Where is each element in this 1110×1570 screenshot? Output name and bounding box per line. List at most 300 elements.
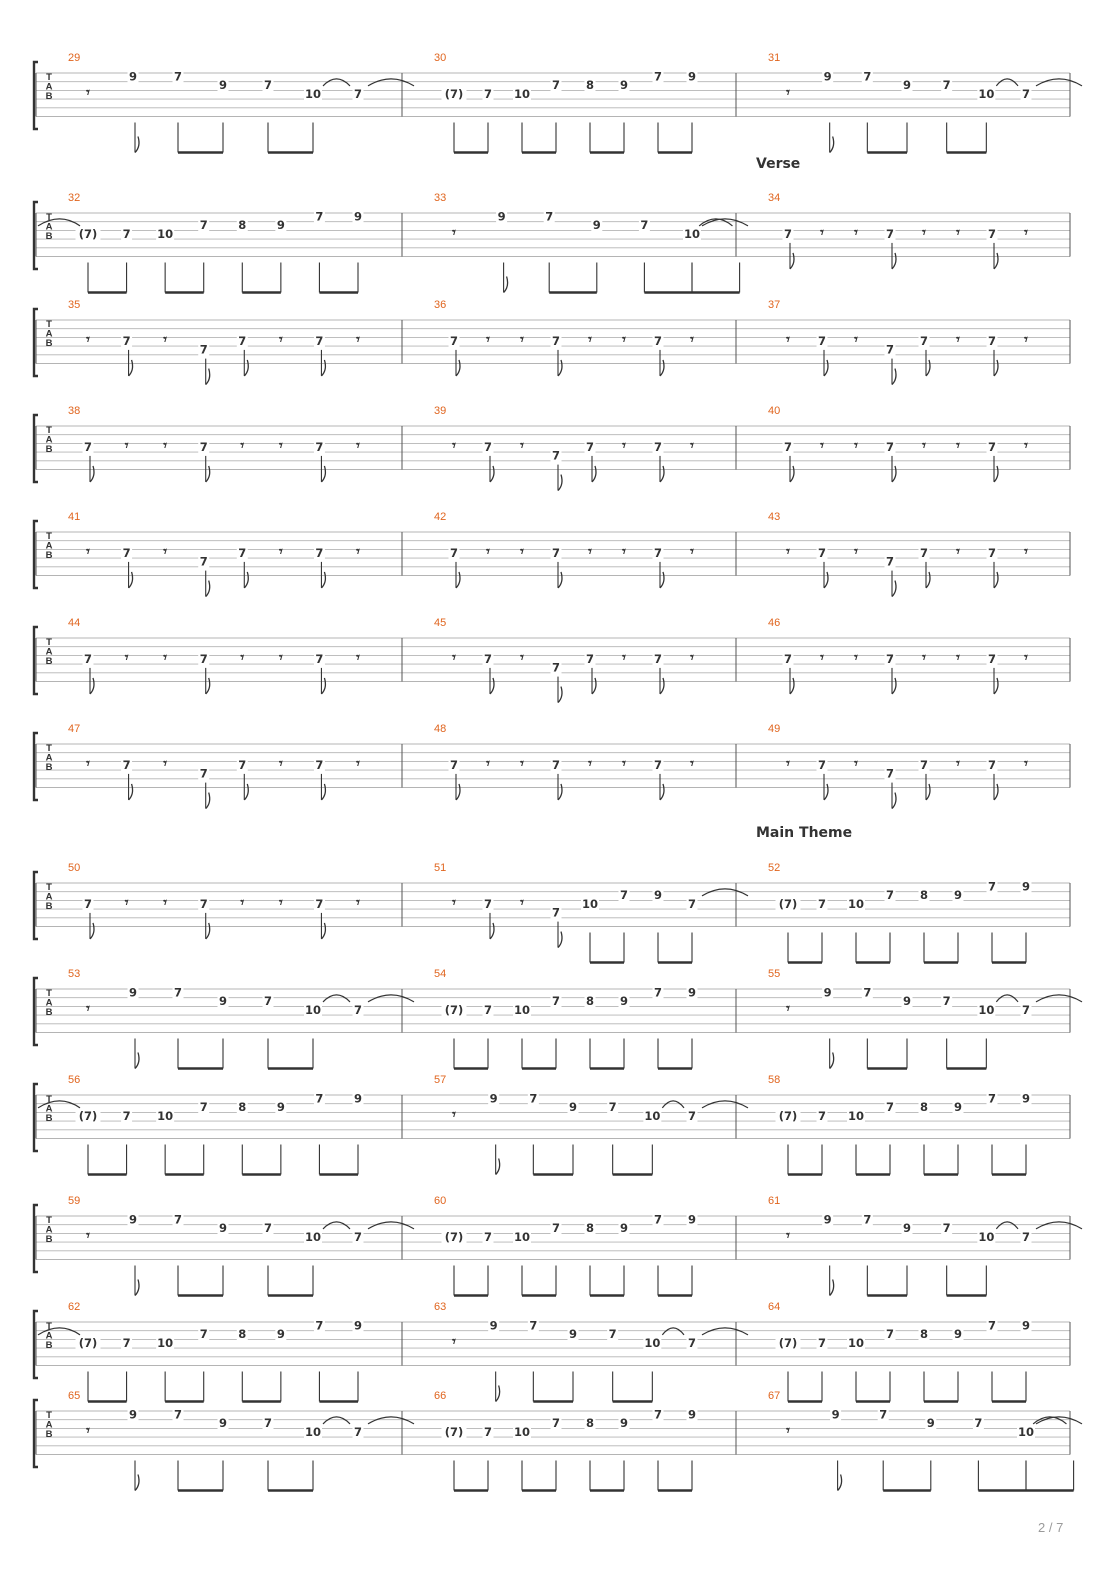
fret-number: 7 bbox=[551, 545, 561, 560]
note-flag bbox=[660, 466, 664, 482]
fret-number: 7 bbox=[653, 1407, 663, 1422]
measure-number: 42 bbox=[434, 511, 447, 523]
eighth-rest: 𝄾 bbox=[786, 1001, 790, 1017]
fret-number: 8 bbox=[585, 1221, 595, 1236]
eighth-rest: 𝄾 bbox=[588, 756, 592, 772]
fret-number: 8 bbox=[585, 994, 595, 1009]
fret-number: 7 bbox=[1021, 1229, 1031, 1244]
fret-number: 7 bbox=[863, 1212, 872, 1227]
fret-number: 7 bbox=[987, 879, 997, 894]
fret-number: 10 bbox=[581, 896, 599, 911]
eighth-rest: 𝄾 bbox=[278, 650, 283, 666]
measure-number: 44 bbox=[68, 617, 81, 629]
note-flag bbox=[926, 572, 930, 588]
fret-number: 7 bbox=[353, 1424, 363, 1439]
fret-number: 9 bbox=[353, 1318, 363, 1333]
note-flag bbox=[490, 466, 494, 482]
fret-number: 7 bbox=[122, 545, 131, 560]
fret-number: 7 bbox=[885, 651, 895, 666]
measure bbox=[68, 1195, 414, 1296]
eighth-rest: 𝄾 bbox=[356, 756, 360, 772]
fret-number: 10 bbox=[157, 1108, 174, 1123]
measure bbox=[768, 1074, 1032, 1175]
measure bbox=[68, 1390, 414, 1491]
fret-number: 9 bbox=[218, 78, 228, 93]
note-flag bbox=[129, 784, 133, 800]
fret-number: 9 bbox=[1021, 1091, 1031, 1106]
fret-number: 7 bbox=[885, 888, 895, 903]
fret-number: 7 bbox=[173, 985, 183, 1000]
measure bbox=[768, 968, 1082, 1069]
fret-number: 7 bbox=[551, 333, 561, 348]
eighth-rest: 𝄾 bbox=[820, 225, 824, 241]
tab-clef-letter: B bbox=[45, 901, 53, 913]
eighth-rest: 𝄾 bbox=[1024, 544, 1028, 560]
fret-number: 9 bbox=[218, 994, 228, 1009]
eighth-rest: 𝄾 bbox=[690, 756, 694, 772]
tab-clef-letter: T bbox=[46, 988, 52, 999]
tab-clef-letter: B bbox=[45, 1429, 53, 1441]
fret-number: 7 bbox=[817, 545, 827, 560]
measure-number: 67 bbox=[768, 1390, 781, 1402]
note-flag bbox=[824, 360, 828, 376]
tie bbox=[368, 1417, 414, 1424]
fret-number: 9 bbox=[823, 985, 832, 1000]
tab-system bbox=[34, 617, 1070, 703]
tie bbox=[323, 1417, 350, 1424]
fret-number: 7 bbox=[885, 342, 895, 357]
section-label: Main Theme bbox=[756, 825, 853, 841]
fret-number: 7 bbox=[919, 757, 929, 772]
eighth-rest: 𝄾 bbox=[124, 438, 129, 454]
measure bbox=[434, 862, 748, 963]
tab-clef-letter: B bbox=[45, 656, 53, 668]
fret-number: 7 bbox=[942, 994, 951, 1009]
tie bbox=[38, 1101, 80, 1108]
measure-number: 48 bbox=[434, 723, 447, 735]
tie bbox=[323, 79, 350, 86]
tab-system bbox=[34, 156, 1070, 293]
fret-number: 7 bbox=[449, 757, 459, 772]
fret-number: 10 bbox=[683, 226, 701, 241]
measure-number: 35 bbox=[68, 299, 81, 311]
fret-number: 9 bbox=[687, 985, 697, 1000]
fret-number: 7 bbox=[687, 896, 697, 911]
fret-number: 7 bbox=[687, 1335, 697, 1350]
tab-system bbox=[34, 299, 1070, 385]
note-flag bbox=[321, 678, 325, 694]
fret-number: 7 bbox=[199, 1100, 208, 1115]
note-flag bbox=[926, 360, 930, 376]
tie bbox=[368, 1222, 414, 1229]
fret-number: 9 bbox=[1021, 1318, 1031, 1333]
eighth-rest: 𝄾 bbox=[1024, 650, 1028, 666]
tie bbox=[323, 1222, 350, 1229]
note-flag bbox=[244, 360, 248, 376]
note-flag bbox=[824, 572, 828, 588]
eighth-rest: 𝄾 bbox=[356, 332, 360, 348]
tie bbox=[996, 79, 1018, 86]
measure-number: 47 bbox=[68, 723, 81, 735]
note-flag bbox=[206, 923, 210, 939]
eighth-rest: 𝄾 bbox=[854, 225, 858, 241]
fret-number: (7) bbox=[778, 896, 798, 911]
eighth-rest: 𝄾 bbox=[820, 438, 824, 454]
eighth-rest: 𝄾 bbox=[520, 650, 524, 666]
fret-number: 8 bbox=[238, 1327, 247, 1342]
tie bbox=[996, 995, 1018, 1002]
fret-number: 8 bbox=[238, 218, 247, 233]
fret-number: 7 bbox=[483, 86, 493, 101]
note-flag bbox=[135, 1475, 139, 1491]
eighth-rest: 𝄾 bbox=[486, 332, 490, 348]
eighth-rest: 𝄾 bbox=[1024, 438, 1028, 454]
note-flag bbox=[790, 466, 794, 482]
fret-number: 7 bbox=[551, 757, 561, 772]
measure-number: 54 bbox=[434, 968, 447, 980]
eighth-rest: 𝄾 bbox=[356, 544, 360, 560]
fret-number: 7 bbox=[987, 757, 997, 772]
tab-clef-letter: B bbox=[45, 91, 53, 103]
fret-number: 7 bbox=[122, 757, 131, 772]
note-flag bbox=[926, 784, 930, 800]
tab-system bbox=[34, 825, 1070, 963]
fret-number: 7 bbox=[529, 1091, 538, 1106]
measure-number: 49 bbox=[768, 723, 781, 735]
fret-number: 7 bbox=[315, 896, 324, 911]
note-flag bbox=[592, 678, 596, 694]
tab-clef-letter: A bbox=[45, 1330, 53, 1342]
measure-number: 36 bbox=[434, 299, 447, 311]
eighth-rest: 𝄾 bbox=[452, 1334, 456, 1350]
note-flag bbox=[592, 466, 596, 482]
eighth-rest: 𝄾 bbox=[278, 438, 283, 454]
note-flag bbox=[496, 1159, 500, 1175]
fret-number: 9 bbox=[276, 218, 285, 233]
fret-number: 7 bbox=[449, 545, 459, 560]
fret-number: 7 bbox=[199, 554, 208, 569]
fret-number: 10 bbox=[304, 86, 322, 101]
fret-number: 7 bbox=[885, 1327, 895, 1342]
note-flag bbox=[994, 360, 998, 376]
fret-number: 9 bbox=[926, 1416, 935, 1431]
measure-number: 59 bbox=[68, 1195, 81, 1207]
fret-number: 9 bbox=[128, 1407, 138, 1422]
eighth-rest: 𝄾 bbox=[1024, 756, 1028, 772]
eighth-rest: 𝄾 bbox=[86, 1423, 90, 1439]
fret-number: 9 bbox=[353, 1091, 363, 1106]
eighth-rest: 𝄾 bbox=[356, 895, 360, 911]
measure bbox=[38, 1301, 364, 1402]
fret-number: 7 bbox=[483, 651, 493, 666]
note-flag bbox=[321, 360, 325, 376]
tab-clef-letter: B bbox=[45, 762, 53, 774]
fret-number: 7 bbox=[551, 1221, 561, 1236]
eighth-rest: 𝄾 bbox=[86, 544, 90, 560]
fret-number: 7 bbox=[942, 78, 951, 93]
fret-number: 7 bbox=[263, 994, 273, 1009]
fret-number: 9 bbox=[489, 1091, 498, 1106]
tab-clef-letter: B bbox=[45, 1007, 53, 1019]
fret-number: 7 bbox=[885, 439, 895, 454]
fret-number: 7 bbox=[863, 985, 872, 1000]
tie bbox=[662, 1101, 684, 1108]
measure-number: 40 bbox=[768, 405, 781, 417]
eighth-rest: 𝄾 bbox=[854, 756, 858, 772]
note-flag bbox=[135, 1053, 139, 1069]
tab-clef-letter: A bbox=[45, 997, 53, 1009]
note-flag bbox=[660, 784, 664, 800]
note-flag bbox=[994, 572, 998, 588]
tab-clef-letter: T bbox=[46, 1094, 52, 1105]
fret-number: 7 bbox=[551, 660, 561, 675]
tab-clef-letter: A bbox=[45, 328, 53, 340]
eighth-rest: 𝄾 bbox=[520, 438, 524, 454]
eighth-rest: 𝄾 bbox=[86, 85, 90, 101]
eighth-rest: 𝄾 bbox=[956, 225, 960, 241]
fret-number: 9 bbox=[619, 994, 629, 1009]
fret-number: (7) bbox=[78, 1335, 98, 1350]
measure-number: 45 bbox=[434, 617, 447, 629]
fret-number: 7 bbox=[863, 69, 872, 84]
fret-number: (7) bbox=[78, 1108, 98, 1123]
fret-number: 7 bbox=[199, 651, 208, 666]
eighth-rest: 𝄾 bbox=[278, 544, 283, 560]
fret-number: (7) bbox=[444, 1229, 464, 1244]
fret-number: 7 bbox=[1021, 86, 1031, 101]
eighth-rest: 𝄾 bbox=[452, 225, 456, 241]
measure bbox=[434, 1390, 698, 1491]
note-flag bbox=[892, 793, 896, 809]
fret-number: 7 bbox=[885, 554, 895, 569]
note-flag bbox=[892, 678, 896, 694]
fret-number: 7 bbox=[987, 545, 997, 560]
eighth-rest: 𝄾 bbox=[452, 438, 456, 454]
fret-number: 9 bbox=[568, 1327, 578, 1342]
tie bbox=[38, 1328, 80, 1335]
measure bbox=[68, 511, 360, 597]
note-flag bbox=[790, 253, 794, 269]
measure bbox=[768, 52, 1082, 153]
eighth-rest: 𝄾 bbox=[163, 756, 168, 772]
fret-number: 10 bbox=[157, 1335, 174, 1350]
note-flag bbox=[206, 678, 210, 694]
eighth-rest: 𝄾 bbox=[520, 332, 524, 348]
tab-clef-letter: B bbox=[45, 338, 53, 350]
tab-clef-letter: B bbox=[45, 1113, 53, 1125]
note-flag bbox=[558, 932, 562, 948]
eighth-rest: 𝄾 bbox=[520, 895, 524, 911]
note-flag bbox=[558, 360, 562, 376]
fret-number: 7 bbox=[585, 651, 595, 666]
tie bbox=[368, 995, 414, 1002]
note-flag bbox=[830, 137, 834, 153]
measure bbox=[434, 1074, 748, 1175]
fret-number: 7 bbox=[640, 218, 649, 233]
tab-clef-letter: A bbox=[45, 1224, 53, 1236]
eighth-rest: 𝄾 bbox=[163, 544, 168, 560]
tab-clef-letter: T bbox=[46, 425, 52, 436]
measure-number: 43 bbox=[768, 511, 781, 523]
measure bbox=[434, 192, 748, 293]
fret-number: 7 bbox=[122, 1108, 131, 1123]
fret-number: 7 bbox=[315, 439, 324, 454]
measure bbox=[434, 405, 694, 491]
note-flag bbox=[790, 678, 794, 694]
measure bbox=[434, 52, 698, 153]
fret-number: 10 bbox=[978, 1002, 995, 1017]
fret-number: 7 bbox=[551, 994, 561, 1009]
tab-clef-letter: A bbox=[45, 1419, 53, 1431]
note-flag bbox=[892, 369, 896, 385]
page-number: 2 / 7 bbox=[1038, 1520, 1064, 1535]
eighth-rest: 𝄾 bbox=[520, 544, 524, 560]
fret-number: 8 bbox=[919, 1100, 929, 1115]
eighth-rest: 𝄾 bbox=[956, 756, 960, 772]
eighth-rest: 𝄾 bbox=[1024, 332, 1028, 348]
eighth-rest: 𝄾 bbox=[956, 332, 960, 348]
tab-clef-letter: B bbox=[45, 1340, 53, 1352]
note-flag bbox=[994, 253, 998, 269]
eighth-rest: 𝄾 bbox=[163, 650, 168, 666]
fret-number: 9 bbox=[218, 1221, 228, 1236]
fret-number: 7 bbox=[885, 226, 895, 241]
note-flag bbox=[558, 784, 562, 800]
fret-number: 8 bbox=[919, 888, 929, 903]
tab-system bbox=[34, 405, 1070, 491]
measure bbox=[434, 1301, 748, 1402]
tie bbox=[662, 1328, 684, 1335]
fret-number: 7 bbox=[919, 333, 929, 348]
fret-number: (7) bbox=[444, 1002, 464, 1017]
fret-number: 10 bbox=[304, 1229, 322, 1244]
eighth-rest: 𝄾 bbox=[622, 756, 626, 772]
tie bbox=[1036, 995, 1082, 1002]
fret-number: 7 bbox=[987, 226, 997, 241]
fret-number: 8 bbox=[238, 1100, 247, 1115]
fret-number: 7 bbox=[608, 1327, 617, 1342]
eighth-rest: 𝄾 bbox=[956, 544, 960, 560]
fret-number: 9 bbox=[619, 78, 629, 93]
measure-number: 33 bbox=[434, 192, 447, 204]
tab-system bbox=[34, 1074, 1070, 1175]
fret-number: 9 bbox=[276, 1327, 285, 1342]
tab-clef-letter: T bbox=[46, 319, 52, 330]
fret-number: 7 bbox=[315, 1318, 324, 1333]
measure bbox=[768, 1390, 1082, 1491]
note-flag bbox=[824, 784, 828, 800]
eighth-rest: 𝄾 bbox=[690, 544, 694, 560]
measure-number: 34 bbox=[768, 192, 781, 204]
measure-number: 61 bbox=[768, 1195, 781, 1207]
note-flag bbox=[244, 784, 248, 800]
tab-system bbox=[34, 1301, 1070, 1402]
fret-number: 7 bbox=[315, 545, 324, 560]
measure-number: 32 bbox=[68, 192, 81, 204]
fret-number: 7 bbox=[315, 651, 324, 666]
eighth-rest: 𝄾 bbox=[690, 650, 694, 666]
tie bbox=[702, 889, 748, 896]
note-flag bbox=[90, 466, 94, 482]
fret-number: 7 bbox=[619, 888, 629, 903]
fret-number: 7 bbox=[687, 1108, 697, 1123]
tab-clef-letter: A bbox=[45, 1103, 53, 1115]
fret-number: (7) bbox=[78, 226, 98, 241]
fret-number: 7 bbox=[315, 209, 324, 224]
note-flag bbox=[321, 784, 325, 800]
note-flag bbox=[490, 923, 494, 939]
fret-number: 7 bbox=[545, 209, 554, 224]
fret-number: 7 bbox=[199, 1327, 208, 1342]
eighth-rest: 𝄾 bbox=[588, 332, 592, 348]
measure-number: 55 bbox=[768, 968, 781, 980]
fret-number: 7 bbox=[199, 896, 208, 911]
fret-number: 9 bbox=[823, 69, 832, 84]
fret-number: 9 bbox=[687, 69, 697, 84]
fret-number: 7 bbox=[885, 766, 895, 781]
measure bbox=[38, 1074, 364, 1175]
note-flag bbox=[90, 923, 94, 939]
fret-number: 7 bbox=[653, 985, 663, 1000]
fret-number: 7 bbox=[483, 896, 493, 911]
eighth-rest: 𝄾 bbox=[520, 756, 524, 772]
section-label: Verse bbox=[756, 156, 801, 172]
note-flag bbox=[830, 1280, 834, 1296]
note-flag bbox=[244, 572, 248, 588]
measure bbox=[434, 1195, 698, 1296]
eighth-rest: 𝄾 bbox=[622, 332, 626, 348]
fret-number: 7 bbox=[483, 1229, 493, 1244]
fret-number: 9 bbox=[128, 1212, 138, 1227]
eighth-rest: 𝄾 bbox=[356, 650, 360, 666]
fret-number: 10 bbox=[304, 1002, 322, 1017]
tab-clef-letter: T bbox=[46, 212, 52, 223]
fret-number: 7 bbox=[885, 1100, 895, 1115]
fret-number: 9 bbox=[497, 209, 506, 224]
fret-number: (7) bbox=[444, 1424, 464, 1439]
eighth-rest: 𝄾 bbox=[86, 332, 90, 348]
fret-number: 10 bbox=[847, 1108, 865, 1123]
fret-number: 7 bbox=[817, 333, 827, 348]
tab-clef-letter: T bbox=[46, 531, 52, 542]
fret-number: 7 bbox=[83, 439, 93, 454]
fret-number: 7 bbox=[83, 896, 93, 911]
note-flag bbox=[206, 581, 210, 597]
tab-clef-letter: B bbox=[45, 1234, 53, 1246]
note-flag bbox=[504, 277, 508, 293]
eighth-rest: 𝄾 bbox=[622, 438, 626, 454]
note-flag bbox=[994, 678, 998, 694]
note-flag bbox=[206, 793, 210, 809]
eighth-rest: 𝄾 bbox=[124, 895, 129, 911]
fret-number: 7 bbox=[817, 896, 827, 911]
fret-number: 9 bbox=[902, 78, 912, 93]
measure bbox=[768, 1301, 1032, 1402]
eighth-rest: 𝄾 bbox=[690, 438, 694, 454]
tab-clef-letter: B bbox=[45, 444, 53, 456]
fret-number: 7 bbox=[653, 333, 663, 348]
fret-number: 9 bbox=[489, 1318, 498, 1333]
fret-number: 7 bbox=[199, 218, 208, 233]
fret-number: 9 bbox=[619, 1416, 629, 1431]
fret-number: 7 bbox=[817, 757, 827, 772]
fret-number: 7 bbox=[263, 78, 273, 93]
fret-number: 10 bbox=[513, 1229, 531, 1244]
fret-number: 8 bbox=[585, 78, 595, 93]
note-flag bbox=[321, 923, 325, 939]
note-flag bbox=[129, 572, 133, 588]
fret-number: 7 bbox=[783, 226, 793, 241]
